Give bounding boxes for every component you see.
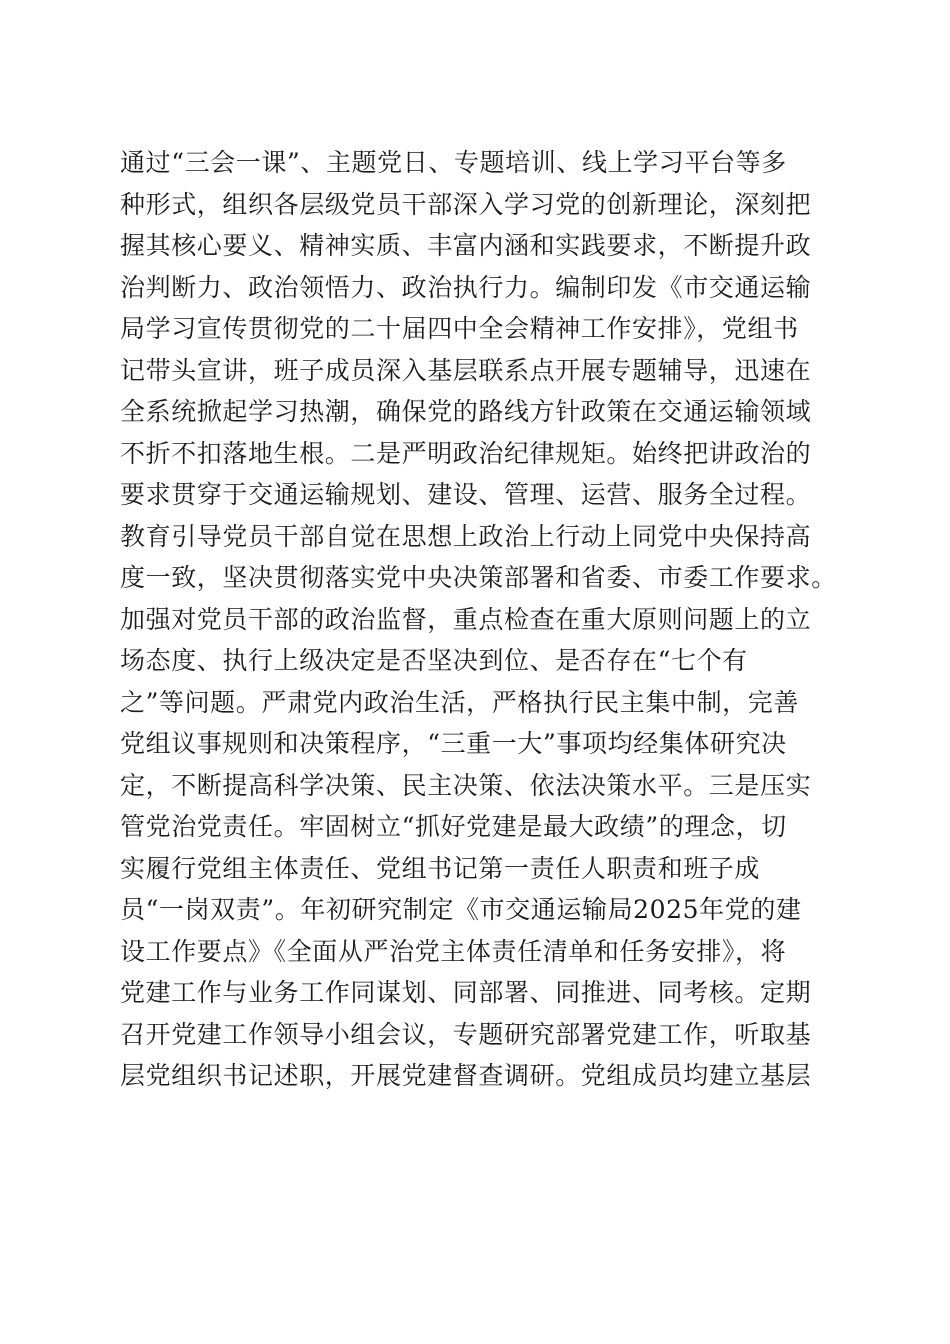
text-line: 场态度、执行上级决定是否坚决到位、是否存在“七个有 — [120, 646, 748, 675]
text-line: 治判断力、政治领悟力、政治执行力。编制印发《市交通运输 — [120, 272, 812, 302]
text-line: 召开党建工作领导小组会议，专题研究部署党建工作，听取基 — [120, 1019, 812, 1049]
text-line: 层党组织书记述职，开展党建督查调研。党组成员均建立基层 — [120, 1061, 812, 1090]
text-line: 员“一岗双责”。年初研究制定《市交通运输局2025年党的建 — [120, 895, 802, 924]
text-line: 管党治党责任。牢固树立“抓好党建是最大政绩”的理念，切 — [120, 812, 787, 841]
text-line: 种形式，组织各层级党员干部深入学习党的创新理论，深刻把 — [120, 189, 812, 219]
text-line: 全系统掀起学习热潮，确保党的路线方针政策在交通运输领域 — [120, 397, 812, 426]
body-text — [120, 142, 840, 1097]
text-line: 党建工作与业务工作同谋划、同部署、同推进、同考核。定期 — [120, 978, 812, 1007]
text-line: 之”等问题。严肃党内政治生活，严格执行民主集中制，完善 — [120, 687, 799, 717]
text-line: 记带头宣讲，班子成员深入基层联系点开展专题辅导，迅速在 — [120, 355, 812, 385]
text-line: 通过“三会一课”、主题党日、专题培训、线上学习平台等多 — [120, 148, 787, 177]
text-line: 度一致，坚决贯彻落实党中央决策部署和省委、市委工作要求。 — [120, 563, 837, 592]
text-line: 局学习宣传贯彻党的二十届四中全会精神工作安排》，党组书 — [120, 314, 799, 343]
text-line: 实履行党组主体责任、党组书记第一责任人职责和班子成 — [120, 853, 761, 883]
text-line: 不折不扣落地生根。二是严明政治纪律规矩。始终把讲政治的 — [120, 438, 812, 468]
text-line: 加强对党员干部的政治监督，重点检查在重大原则问题上的立 — [120, 604, 812, 634]
text-line: 要求贯穿于交通运输规划、建设、管理、运营、服务全过程。 — [120, 480, 812, 509]
text-line: 定，不断提高科学决策、民主决策、依法决策水平。三是压实 — [120, 770, 812, 800]
text-line: 党组议事规则和决策程序，“三重一大”事项均经集体研究决 — [120, 729, 787, 758]
text-line: 教育引导党员干部自觉在思想上政治上行动上同党中央保持高 — [120, 521, 812, 551]
text-line: 握其核心要义、精神实质、丰富内涵和实践要求，不断提升政 — [120, 231, 812, 260]
text-line: 设工作要点》《全面从严治党主体责任清单和任务安排》，将 — [120, 936, 787, 966]
